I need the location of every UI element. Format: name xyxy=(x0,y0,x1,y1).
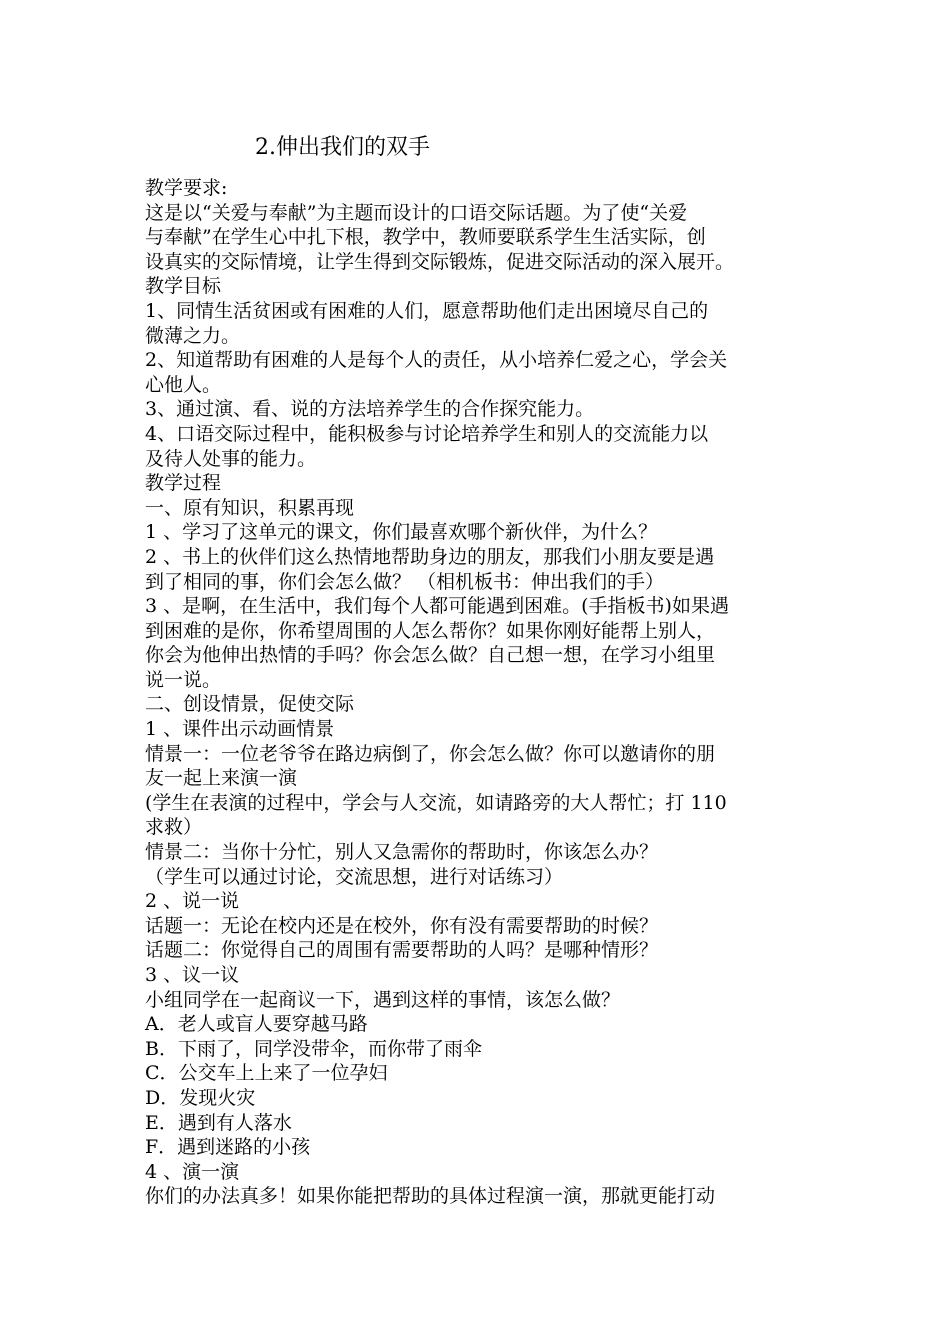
text-line: 3 、是啊，在生活中，我们每个人都可能遇到困难。(手指板书)如果遇 xyxy=(145,595,729,618)
text-line: 情景二：当你十分忙，别人又急需你的帮助时，你该怎么办？ xyxy=(145,841,659,864)
text-line: (学生在表演的过程中，学会与人交流，如请路旁的大人帮忙；打 110 xyxy=(145,791,727,814)
text-line: 话题一：无论在校内还是在校外，你有没有需要帮助的时候？ xyxy=(145,914,659,937)
text-line: 心他人。 xyxy=(145,373,222,396)
text-line: 友一起上来演一演 xyxy=(145,767,298,790)
text-line: 3、通过演、看、说的方法培养学生的合作探究能力。 xyxy=(145,398,595,421)
text-line: 一、原有知识，积累再现 xyxy=(145,496,355,519)
text-line: 1 、学习了这单元的课文，你们最喜欢哪个新伙伴，为什么？ xyxy=(145,521,658,544)
text-line: 这是以“关爱与奉献”为主题而设计的口语交际话题。为了使“关爱 xyxy=(145,201,688,224)
text-line: C．公交车上上来了一位孕妇 xyxy=(145,1062,388,1085)
text-line: 1 、课件出示动画情景 xyxy=(145,718,335,741)
text-line: 微薄之力。 xyxy=(145,324,241,347)
text-line: 教学要求: xyxy=(145,177,228,199)
text-line: D．发现火灾 xyxy=(145,1086,256,1109)
text-line: 3 、议一议 xyxy=(145,964,240,986)
text-line: 说一说。 xyxy=(145,668,222,691)
text-line: 教学过程 xyxy=(145,472,222,495)
text-line: A．老人或盲人要穿越马路 xyxy=(145,1013,368,1036)
text-line: E．遇到有人落水 xyxy=(145,1111,292,1134)
text-line: 4 、演一演 xyxy=(145,1160,240,1183)
text-line: F．遇到迷路的小孩 xyxy=(145,1136,311,1159)
text-line: 话题二：你觉得自己的周围有需要帮助的人吗？是哪种情形？ xyxy=(145,939,659,962)
text-line: 2 、书上的伙伴们这么热情地帮助身边的朋友，那我们小朋友要是遇 xyxy=(145,545,715,568)
document-body xyxy=(145,176,815,1209)
text-line: 教学目标 xyxy=(145,275,222,298)
document-title: 2.伸出我们的双手 xyxy=(255,135,430,160)
text-line: 你们的办法真多！如果你能把帮助的具体过程演一演，那就更能打动 xyxy=(145,1185,716,1208)
text-line: 与奉献”在学生心中扎下根，教学中，教师要联系学生生活实际，创 xyxy=(145,226,706,249)
text-line: 及待人处事的能力。 xyxy=(145,447,317,470)
text-line: 设真实的交际情境，让学生得到交际锻炼，促进交际活动的深入展开。 xyxy=(145,250,735,273)
text-line: 求救） xyxy=(145,816,203,839)
text-line: （学生可以通过讨论，交流思想，进行对话练习） xyxy=(145,865,564,888)
text-line: 二、创设情景，促使交际 xyxy=(145,693,355,716)
text-line: 你会为他伸出热情的手吗？你会怎么做？自己想一想，在学习小组里 xyxy=(145,644,716,667)
text-line: 到了相同的事，你们会怎么做？ （相机板书：伸出我们的手） xyxy=(145,570,665,593)
text-line: 2、知道帮助有困难的人是每个人的责任，从小培养仁爱之心，学会关 xyxy=(145,349,728,372)
text-line: 2 、说一说 xyxy=(145,890,240,913)
text-line: 情景一：一位老爷爷在路边病倒了，你会怎么做？你可以邀请你的朋 xyxy=(145,742,716,765)
text-line: 1、同情生活贫困或有困难的人们，愿意帮助他们走出困境尽自己的 xyxy=(145,299,709,322)
text-line: 小组同学在一起商议一下，遇到这样的事情，该怎么做？ xyxy=(145,988,621,1011)
text-line: 到困难的是你，你希望周围的人怎么帮你？如果你刚好能帮上别人， xyxy=(145,619,716,642)
text-line: 4、口语交际过程中，能积极参与讨论培养学生和别人的交流能力以 xyxy=(145,422,709,445)
text-line: B．下雨了，同学没带伞，而你带了雨伞 xyxy=(145,1037,482,1060)
